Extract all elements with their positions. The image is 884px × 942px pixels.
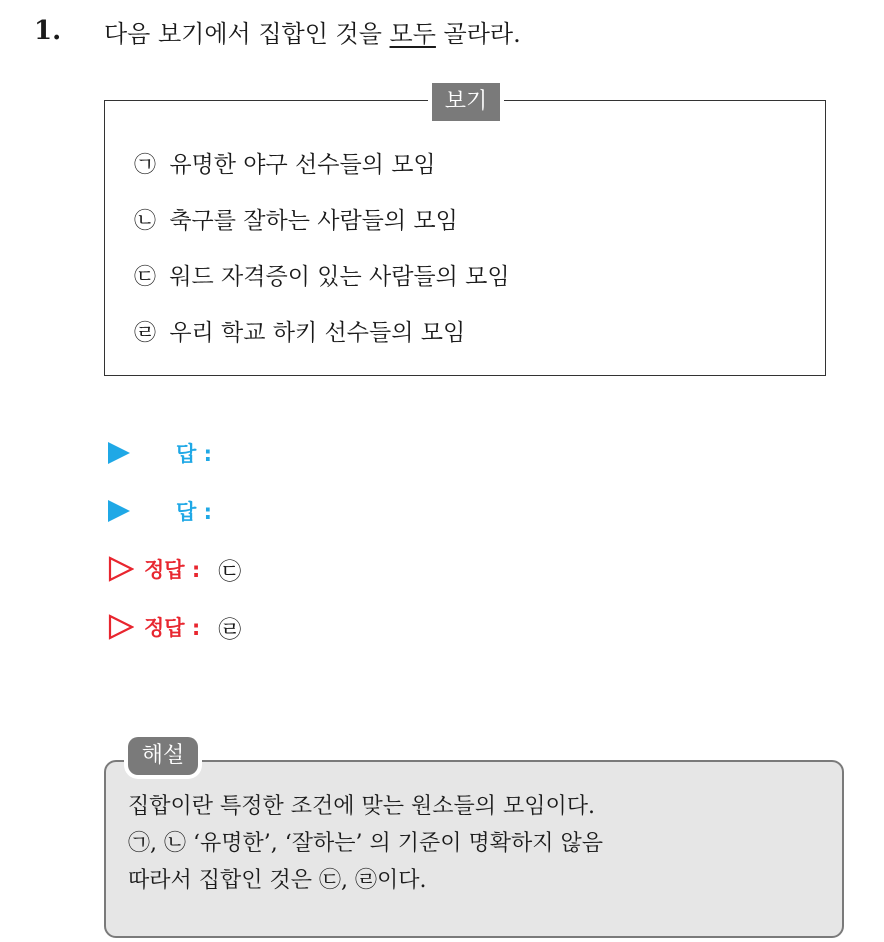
bogi-item-4 xyxy=(134,313,510,369)
correct-answer-label: 정답 : xyxy=(144,558,201,582)
bogi-item-text: 워드 자격증이 있는 사람들의 모임 xyxy=(169,264,510,290)
bogi-item-2 xyxy=(134,201,510,257)
question-text-before: 다음 보기에서 집합인 것을 xyxy=(104,20,390,48)
correct-answer-value: ㉢ xyxy=(218,558,242,585)
question-text-underlined: 모두 xyxy=(389,20,436,48)
explanation-line-1: 집합이란 특정한 조건에 맞는 원소들의 모임이다. xyxy=(128,794,596,819)
answer-label: 답 : xyxy=(176,442,212,466)
bogi-item-text: 우리 학교 하키 선수들의 모임 xyxy=(169,320,466,346)
explanation-line-2: ㉠, ㉡ ‘유명한’, ‘잘하는’ 의 기준이 명확하지 않음 xyxy=(128,831,603,856)
explanation-line-3: 따라서 집합인 것은 ㉢, ㉣이다. xyxy=(128,868,427,893)
answer-section xyxy=(108,424,241,656)
question-number: 1. xyxy=(34,16,62,46)
correct-answer-value: ㉣ xyxy=(218,616,242,643)
bogi-item-marker: ㉢ xyxy=(134,265,157,290)
bogi-item-1 xyxy=(134,145,510,201)
question-text-after: 골라라. xyxy=(435,20,521,48)
outline-triangle-icon xyxy=(108,556,134,582)
outline-triangle-icon xyxy=(108,614,134,640)
question-text xyxy=(104,14,521,49)
answer-row-1 xyxy=(108,424,241,482)
answer-label: 답 : xyxy=(176,500,212,524)
bogi-item-marker: ㉣ xyxy=(134,321,157,346)
play-triangle-icon xyxy=(108,500,130,522)
bogi-item-marker: ㉡ xyxy=(134,209,157,234)
answer-row-2 xyxy=(108,482,241,540)
explanation-lines xyxy=(128,788,603,899)
correct-answer-row-1 xyxy=(108,540,241,598)
explanation-title: 해설 xyxy=(128,737,198,775)
play-triangle-icon xyxy=(108,442,130,464)
bogi-title: 보기 xyxy=(432,83,500,121)
bogi-item-text: 축구를 잘하는 사람들의 모임 xyxy=(169,208,458,234)
correct-answer-row-2 xyxy=(108,598,241,656)
correct-answer-label: 정답 : xyxy=(144,616,201,640)
bogi-item-list xyxy=(134,145,510,369)
bogi-item-3 xyxy=(134,257,510,313)
bogi-item-text: 유명한 야구 선수들의 모임 xyxy=(169,152,436,178)
bogi-item-marker: ㉠ xyxy=(134,153,157,178)
